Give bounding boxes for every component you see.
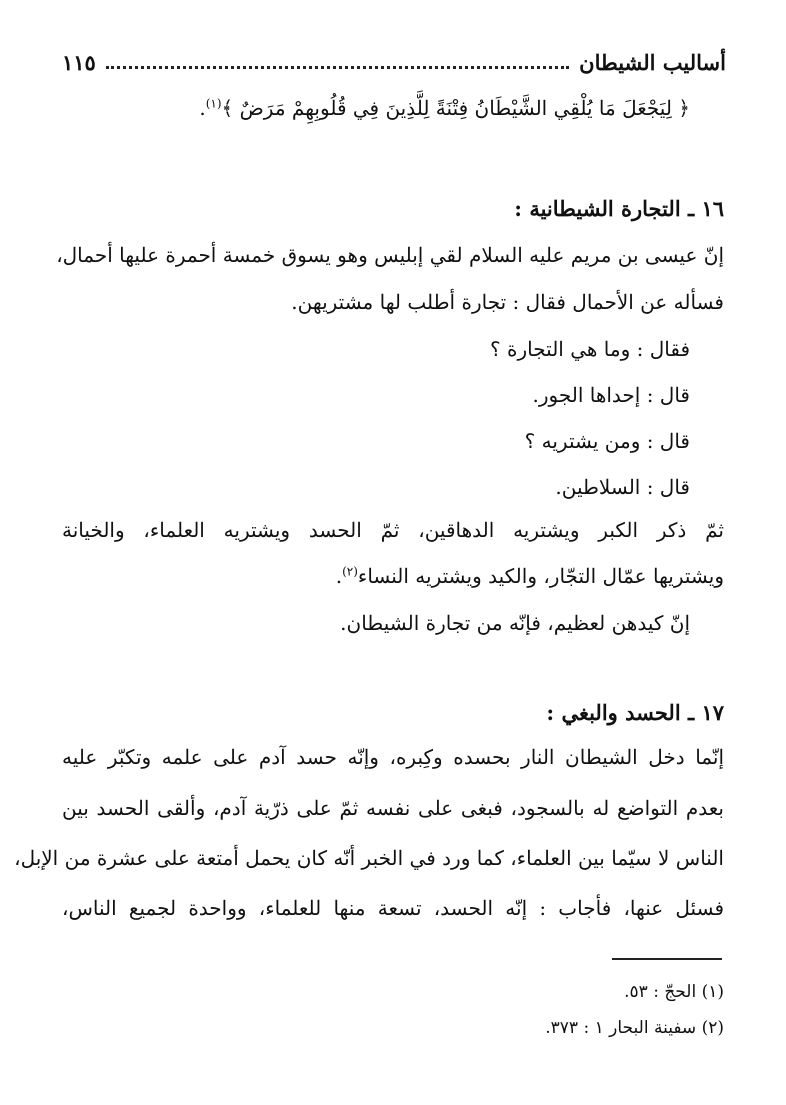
dialogue-line: قال : إحداها الجور. [532, 383, 690, 407]
verse-end: . [199, 96, 206, 120]
section-16-final-line: إنّ كيدهن لعظيم، فإنّه من تجارة الشيطان. [340, 611, 690, 635]
section-16-closing-line [62, 564, 724, 588]
closing-footnote-ref: (٢) [342, 564, 358, 579]
leader-dots [106, 66, 569, 69]
section-17-heading: ١٧ ـ الحسد والبغي : [546, 700, 724, 725]
footnote-separator [612, 958, 722, 960]
section-16-line: إنّ عيسى بن مريم عليه السلام لقي إبليس وهو يسوق خمسة أحمرة عليها أحمال، [56, 243, 724, 267]
footnote: (١) الحجّ : ٥٣. [624, 982, 724, 1002]
verse-text: ﴿ لِيَجْعَلَ مَا يُلْقِي الشَّيْطَانُ فِتْنَةً لِلَّذِينَ فِي قُلُوبِهِمْ مَرَضٌ ﴾ [221, 96, 690, 120]
section-17-line: إنّما دخل الشيطان النار بحسده وكِبره، وإنّه حسد آدم على علمه وتكبّر عليه [62, 745, 724, 769]
page-header [62, 44, 726, 80]
page-number: ١١٥ [62, 49, 96, 75]
section-17-line: بعدم التواضع له بالسجود، فبغى على نفسه ثمّ على ذرّية آدم، وألقى الحسد بين [62, 796, 724, 820]
verse-footnote-ref: (١) [205, 96, 222, 111]
dialogue-line: قال : ومن يشتريه ؟ [524, 429, 690, 453]
section-17-line: الناس لا سيّما بين العلماء، كما ورد في الخبر أنّه كان يحمل أمتعة على عشرة من الإبل، [14, 846, 724, 870]
dialogue-line: قال : السلاطين. [555, 475, 690, 499]
dialogue-line: فقال : وما هي التجارة ؟ [490, 337, 690, 361]
section-16-heading: ١٦ ـ التجارة الشيطانية : [514, 196, 724, 221]
closing-end: . [335, 564, 343, 588]
section-16-line: فسأله عن الأحمال فقال : تجارة أطلب لها مشتريهن. [291, 290, 724, 314]
closing-text: ويشتريها عمّال التجّار، والكيد ويشتريه النساء [357, 564, 724, 588]
quran-verse [62, 96, 690, 120]
section-17-line: فسئل عنها، فأجاب : إنّه الحسد، تسعة منها للعلماء، وواحدة لجميع الناس، [62, 896, 724, 920]
footnote: (٢) سفينة البحار ١ : ٣٧٣. [545, 1018, 724, 1038]
running-title: أساليب الشيطان [579, 49, 726, 75]
section-16-closing-line: ثمّ ذكر الكبر ويشتريه الدهاقين، ثمّ الحسد ويشتريه العلماء، والخيانة [62, 518, 724, 542]
